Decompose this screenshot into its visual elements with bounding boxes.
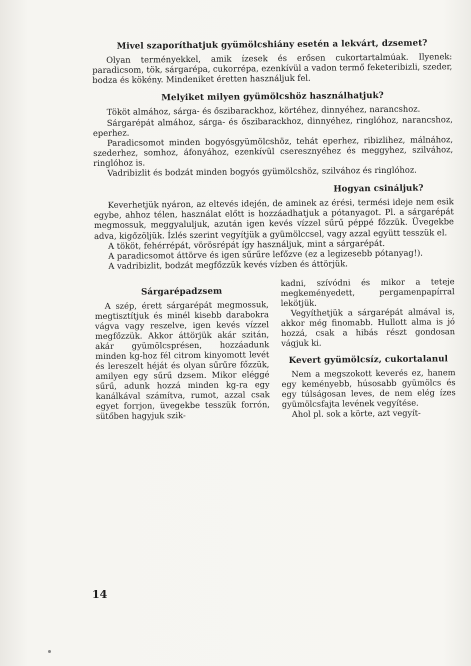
paragraph: Vegyíthetjük a sárgarépát almával is, akkor még finomabb. Hullott alma is jó hozzá, csak a hibás részt gondosan vágjuk ki. xyxy=(280,306,456,348)
right-column xyxy=(280,276,455,419)
section-melyiket xyxy=(93,91,454,179)
section-hogyan xyxy=(94,183,455,271)
page-number: 14 xyxy=(92,588,108,601)
paragraph: Sárgarépát almához, sárga- és őszibarackhoz, dinnyéhez, ringlóhoz, narancshoz, eperhez. xyxy=(92,113,453,138)
recipe-heading: Kevert gyümölcsíz, cukortalanul xyxy=(288,354,448,366)
section-heading: Mivel szaporíthatjuk gyümölcshiány esetén a lekvárt, dzsemet? xyxy=(116,38,428,52)
paragraph: Nem a megszokott keverés ez, hanem egy keményebb, húsosabb gyümölcs és egy túlságosan leves, de nem elég ízes gyümölcsfajta levének vegyítése. xyxy=(281,367,456,409)
section-heading: Hogyan csináljuk? xyxy=(333,183,424,195)
paragraph: A szép, érett sárgarépát megmossuk, megtisztítjuk és minél kisebb darabokra vágva vagy reszelve, igen kevés vízzel megfőzzük. Akkor áttörjük akár szitán, akár gyümölcsprésen, hozzáadunk minden kg-hoz fél citrom kinyomott levét és lereszelt héját és olyan sűrűre főzzük, amilyen egy sűrű dzsem. Mikor eléggé sűrű, adunk hozzá minden kg-ra egy kanálkával számítva, rumot, azzal csak egyet forrjon, üvegekbe tesszük forrón, sütőben hagyjuk szik- xyxy=(94,299,270,421)
paragraph: Paradicsomot minden bogyósgyümölcshöz, tehát eperhez, ribizlihez, málnához, szederhez, somhoz, áfonyához, ezenkívül cseresznyéhez és meggyhez, szilvához, ringlóhoz is. xyxy=(93,133,454,168)
page-content xyxy=(92,38,456,421)
paragraph: A vadribizlit, bodzát megfőzzük kevés vízben és áttörjük. xyxy=(108,258,348,271)
two-column-area xyxy=(94,276,455,421)
paragraph: A tököt, fehérrépát, vörösrépát így használjuk, mint a sárgarépát. xyxy=(108,237,386,251)
paragraph: Tököt almához, sárga- és őszibarackhoz, körtéhez, dinnyéhez, narancshoz. xyxy=(106,104,421,118)
paragraph: Ahol pl. sok a körte, azt vegyít- xyxy=(291,407,421,419)
paragraph: kadni, szívódni és mikor a teteje megkeményedett, pergamenpapírral lekötjük. xyxy=(280,276,455,308)
section-heading: Melyiket milyen gyümölcshöz használhatjuk? xyxy=(161,91,384,104)
scan-speck xyxy=(48,650,51,653)
section-szaporitas xyxy=(92,38,452,85)
paragraph: A paradicsomot áttörve és igen sűrűre lefőzve (ez a legizesebb pótanyag!). xyxy=(108,247,423,261)
paragraph: Vadribizlit és bodzát minden bogyós gyümölcshöz, szilvához és ringlóhoz. xyxy=(107,164,417,178)
recipe-heading: Sárgarépadzsem xyxy=(140,286,223,298)
left-column xyxy=(94,278,269,421)
paragraph: Olyan terményekkel, amik ízesek és erősen cukortartalmúak. Ilyenek: paradicsom, tök, sárgarépa, cukorrépa, ezenkívül a vadon termő feketeribizli, szeder, bodza és kökény. Mindeniket éretten használjuk fel. xyxy=(92,51,453,86)
paragraph: Keverhetjük nyáron, az eltevés idején, de aminek az érési, termési ideje nem esik egybe, ahhoz télen, használat előtt is hozzáadhatjuk a pótanyagot. Pl. a sárgarépát megmossuk, meggyaluljuk, azután igen kevés vízzel sűrű péppé főzzük. Üvegekbe adva, kigőzöljük. Ízlés szerint vegyítjük a gyümölccsel, vagy azzal együtt tesszük el. xyxy=(93,196,454,241)
